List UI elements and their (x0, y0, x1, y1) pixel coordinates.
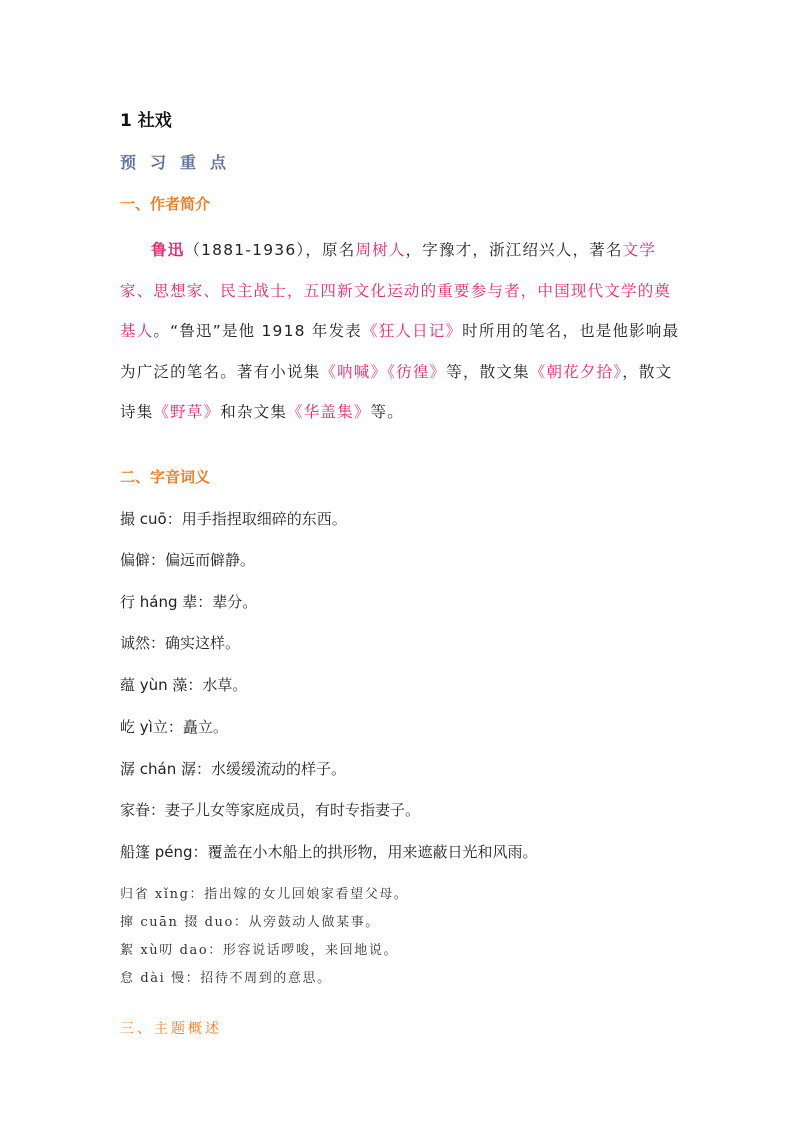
vocab-entry-small: 怠 dài 慢：招待不周到的意思。 (120, 971, 332, 986)
subtitle: 预习重点 (120, 153, 241, 172)
author-run: 《华盖集》 (287, 403, 371, 421)
author-paragraph (120, 230, 682, 433)
author-run: 《野草》 (153, 403, 221, 421)
section-heading-vocab: 二、字音词义 (120, 468, 211, 486)
author-run: 《狂人日记》 (361, 322, 463, 340)
author-run: ，散文诗集 (120, 362, 673, 421)
author-run: 鲁迅 (151, 241, 185, 259)
author-run: 时所用的笔名，也是他影响最为广泛的笔名。著有小说集 (120, 322, 680, 381)
author-run: 《朝花夕拾》 (529, 362, 623, 381)
vocab-entry-small: 归省 xǐng：指出嫁的女儿回娘家看望父母。 (120, 887, 409, 902)
vocab-entry: 船篷 péng：覆盖在小木船上的拱形物，用来遮蔽日光和风雨。 (120, 843, 538, 861)
vocab-entry: 潺 chán 潺：水缓缓流动的样子。 (120, 760, 346, 778)
author-run: 等，散文集 (446, 362, 530, 381)
author-run: （1881-1936），原名 (184, 241, 356, 259)
author-run: 文学家、思想家、民主战士，五四新文化运动的重要参与者，中国现代文学的奠基人 (120, 241, 672, 340)
section-heading-author: 一、作者简介 (120, 195, 211, 213)
author-run: 等。 (370, 403, 404, 421)
vocab-entry: 蕴 yùn 藻：水草。 (120, 676, 248, 694)
vocab-entry-small: 撺 cuān 掇 duo：从旁鼓动人做某事。 (120, 915, 380, 930)
vocab-entry: 撮 cuō：用手指捏取细碎的东西。 (120, 510, 347, 528)
author-run: ，字豫才，浙江绍兴人，著名 (405, 241, 623, 259)
vocab-entry: 屹 yì立：矗立。 (120, 718, 228, 736)
vocab-entry: 行 háng 辈：辈分。 (120, 593, 258, 611)
section-heading-theme: 三、主题概述 (120, 1021, 222, 1037)
vocab-entry-small: 絮 xù叨 dao：形容说话啰唆，来回地说。 (120, 943, 399, 958)
author-run: 周树人 (355, 241, 406, 259)
page-title: 1 社戏 (120, 111, 172, 131)
author-run: 《呐喊》《彷徨》 (320, 362, 447, 381)
vocab-entry: 诚然：确实这样。 (120, 634, 241, 652)
vocab-entry: 偏僻：偏远而僻静。 (120, 551, 256, 569)
author-run: 和杂文集 (220, 403, 288, 421)
vocab-entry: 家眷：妻子儿女等家庭成员，有时专指妻子。 (120, 801, 421, 819)
author-run: 。“鲁迅”是他 1918 年发表 (153, 322, 362, 340)
